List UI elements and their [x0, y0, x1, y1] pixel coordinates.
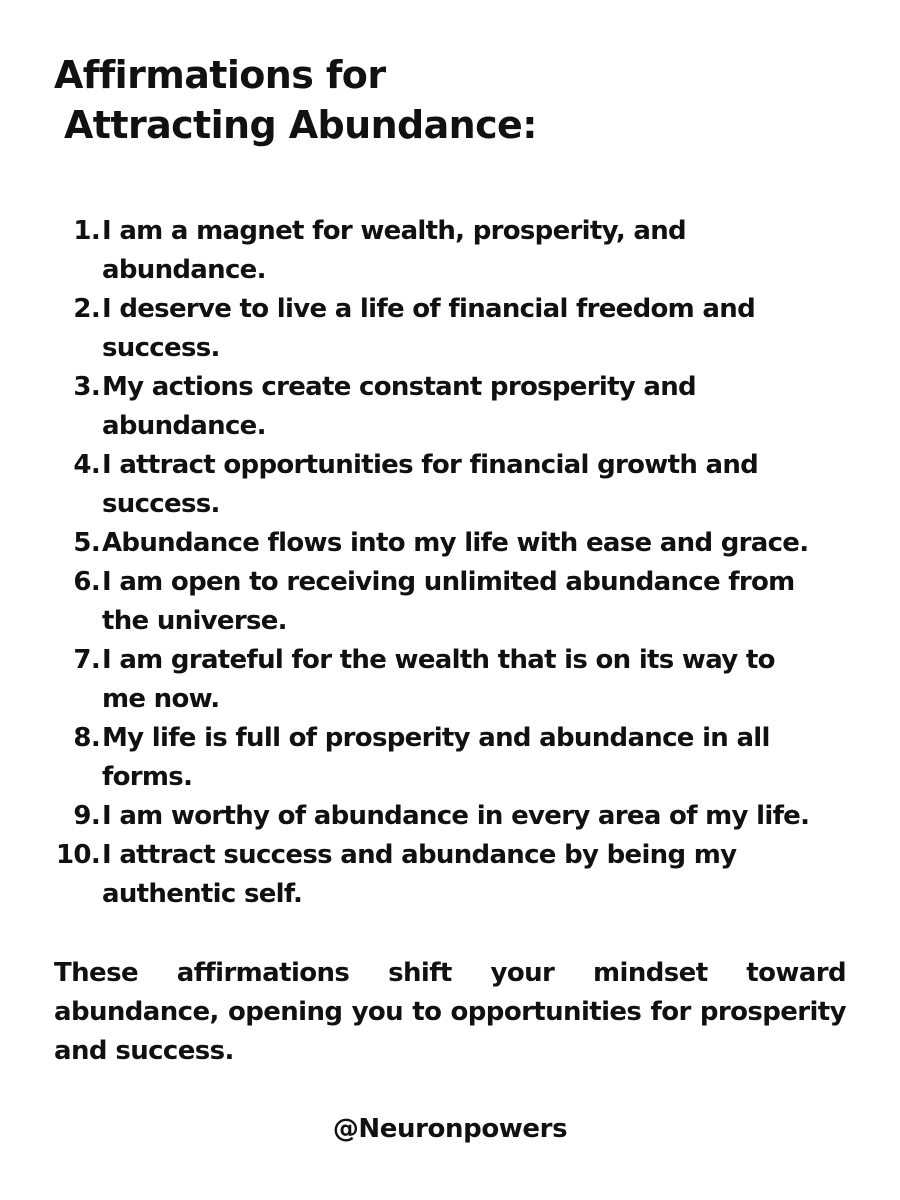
affirmations-list: [54, 212, 854, 914]
affirmation-item: [54, 446, 854, 524]
affirmation-item: [54, 212, 854, 290]
item-number: 1.: [73, 216, 100, 246]
affirmation-item: [54, 368, 854, 446]
item-text-line: I attract opportunities for financial growth and: [102, 450, 759, 480]
item-number: 3.: [73, 372, 100, 402]
item-text-line: I deserve to live a life of financial freedom and: [102, 294, 755, 324]
title-line-1: Affirmations for: [54, 53, 386, 97]
affirmation-item: [54, 563, 854, 641]
author-handle: @Neuronpowers: [332, 1114, 568, 1144]
item-text-line: I attract success and abundance by being my: [102, 840, 737, 870]
affirmation-item: [54, 836, 854, 914]
affirmation-item: [54, 797, 854, 836]
item-number: 7.: [73, 645, 100, 675]
item-text-line: forms.: [102, 762, 193, 792]
item-text-line: success.: [102, 489, 220, 519]
item-number: 5.: [73, 528, 100, 558]
item-number: 8.: [73, 723, 100, 753]
item-text-line: I am grateful for the wealth that is on its way to: [102, 645, 775, 675]
item-number: 9.: [73, 801, 100, 831]
item-text-line: success.: [102, 333, 220, 363]
affirmation-item: [54, 719, 854, 797]
page-title: [54, 50, 537, 150]
item-text-line: I am worthy of abundance in every area of my life.: [102, 801, 810, 831]
item-text-line: My life is full of prosperity and abundance in all: [102, 723, 770, 753]
item-text-line: I am a magnet for wealth, prosperity, and: [102, 216, 686, 246]
item-text-line: Abundance flows into my life with ease and grace.: [102, 528, 809, 558]
item-text-line: me now.: [102, 684, 220, 714]
affirmation-item: [54, 290, 854, 368]
item-text-line: authentic self.: [102, 879, 303, 909]
summary-paragraph: These affirmations shift your mindset toward abundance, opening you to opportunities for prosperity and success.: [54, 958, 846, 1066]
item-text-line: abundance.: [102, 411, 266, 441]
item-number: 2.: [73, 294, 100, 324]
affirmation-item: [54, 524, 854, 563]
affirmation-item: [54, 641, 854, 719]
item-number: 4.: [73, 450, 100, 480]
item-text-line: My actions create constant prosperity and: [102, 372, 696, 402]
item-number: 10.: [56, 840, 100, 870]
item-text-line: abundance.: [102, 255, 266, 285]
title-line-2: Attracting Abundance:: [64, 103, 537, 147]
item-text-line: the universe.: [102, 606, 287, 636]
item-text-line: I am open to receiving unlimited abundance from: [102, 567, 795, 597]
item-number: 6.: [73, 567, 100, 597]
